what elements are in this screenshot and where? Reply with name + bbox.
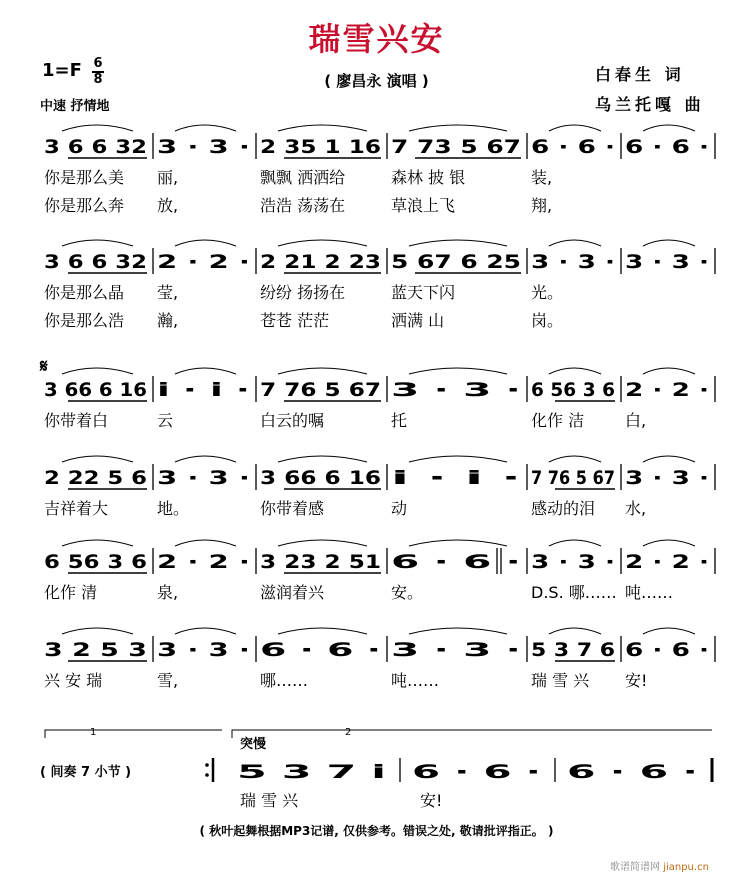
lyric-text: 雪, [157,671,179,690]
volta-1-number: 1 [90,727,97,738]
measure-notes: 3 · 3 · [531,551,615,573]
lyric-text: 洒满 山 [391,311,445,330]
tempo-marking: 中速 抒情地 [40,99,110,114]
volta-2-bracket [232,730,712,738]
lyric-text: 浩浩 荡荡在 [260,196,346,215]
measure-notes: 2 · 2 · [625,551,709,573]
tie-slur [175,368,236,374]
tie-slur [175,125,236,131]
lyric-text: 动 [391,499,408,518]
measure-notes: 3 6 6 32 [44,251,147,273]
measure-notes: 3 · 3 · [531,251,615,273]
measure-notes: 3 · 3 · [391,379,521,401]
tie-slur [62,628,133,634]
lyric-text: 白云的嘱 [260,411,325,430]
tie-slur [409,368,507,374]
measure-notes: 2 · 2 · [625,379,709,401]
tie-slur [278,628,367,634]
measure-notes: 3 66 6 16 [260,467,381,489]
lyric-text: 吨…… [625,583,674,602]
composer-credit: 乌兰托嘎 曲 [595,95,705,114]
tie-slur [409,456,507,462]
lyric-text: 莹, [157,283,179,302]
lyric-text: 翔, [531,196,553,215]
measure-notes: 6 · 6 · [260,639,381,661]
lyric-text: 你带着白 [44,411,109,430]
interlude-label: ( 间奏 7 小节 ) [40,765,132,780]
tie-slur [278,540,367,546]
segno-sign: 𝄋 [40,356,48,377]
measure-notes: 3 · 3 · [157,639,250,661]
tie-slur [62,125,133,131]
ending-lyric: 安! [420,791,443,810]
measure-notes: 3 23 2 51 [260,551,381,573]
measure-notes: 2 22 5 6 [44,467,147,489]
measure-notes: 3 2 5 3 [44,639,147,661]
lyric-text: 泉, [157,583,179,602]
repeat-dot [205,773,209,777]
tie-slur [549,456,601,462]
lyric-text: 你是那么奔 [44,196,125,215]
measure-notes: 3 · 3 · [391,639,521,661]
ending-measure-notes: 5 3 7 i [237,761,386,783]
tie-slur [278,368,367,374]
measure-notes: 2 21 2 23 [260,251,381,273]
measure-notes: 6 · 6 · [391,551,521,573]
measure-notes: 3 · 3 · [625,251,709,273]
lyric-text: 吉祥着大 [44,499,109,518]
measure-notes: 2 · 2 · [157,551,250,573]
tie-slur [643,240,695,246]
tie-slur [175,628,236,634]
lyricist-credit: 白春生 词 [595,65,685,84]
measure-notes: 5 3 7 6 [531,639,615,661]
watermark-en: jianpu.cn [663,862,709,873]
lyric-text: 水, [625,499,647,518]
tie-slur [549,125,601,131]
lyric-text: 地。 [157,499,190,518]
tie-slur [62,456,133,462]
tie-slur [643,368,695,374]
lyric-text: 你带着感 [260,499,325,518]
tie-slur [549,540,601,546]
measure-notes: 6 · 6 · [531,136,615,158]
lyric-text: 森林 披 银 [391,168,466,187]
lyric-text: 哪…… [260,671,309,690]
measure-notes: 6 56 3 6 [531,379,615,401]
lyric-text: 装, [531,168,553,187]
lyric-text: 飘飘 洒洒给 [260,168,346,187]
tie-slur [278,240,367,246]
measure-notes: 7 76 5 67 [531,467,615,489]
tie-slur [62,540,133,546]
key-signature: 1=F [42,60,82,81]
measure-notes: 6 · 6 · [625,639,709,661]
volta-2-number: 2 [345,727,352,738]
tie-slur [549,240,601,246]
tie-slur [643,456,695,462]
tie-slur [549,368,601,374]
measure-notes: 7 76 5 67 [260,379,381,401]
measure-notes: 3 · 3 · [157,467,250,489]
tie-slur [175,240,236,246]
measure-notes: 7 73 5 67 [391,136,521,158]
lyric-text: 丽, [157,168,179,187]
lyric-text: 瑞 雪 兴 [531,671,590,690]
lyric-text: 化作 清 [44,583,98,602]
lyric-text: 安! [625,671,648,690]
tie-slur [409,540,507,546]
meter-top: 6 [93,56,103,71]
measure-notes: i · i · [391,467,521,489]
lyric-text: 你是那么浩 [44,311,125,330]
measure-notes: 2 35 1 16 [260,136,381,158]
tie-slur [278,456,367,462]
tie-slur [409,628,507,634]
measure-notes: 6 56 3 6 [44,551,147,573]
lyric-text: 兴 安 瑞 [44,671,103,690]
lyric-text: 瀚, [157,311,179,330]
measure-notes: 3 66 6 16 [44,379,147,401]
lyric-text: 岗。 [531,311,564,330]
watermark [610,858,709,873]
lyric-text: 你是那么美 [44,168,125,187]
lyric-text: 安。 [391,583,424,602]
lyric-text: 放, [157,196,179,215]
footnote: ( 秋叶起舞根据MP3记谱, 仅供参考。错误之处, 敬请批评指正。 ) [199,824,554,838]
lyric-text: 纷纷 扬扬在 [260,283,346,302]
lyric-text: 托 [391,411,408,430]
lyric-text: 苍苍 茫茫 [260,311,330,330]
ending-lyric: 瑞 雪 兴 [240,791,299,810]
lyric-text: 感动的泪 [531,499,596,518]
measure-notes: 3 · 3 · [157,136,250,158]
lyric-text: 滋润着兴 [260,583,325,602]
singer-credit: ( 廖昌永 演唱 ) [324,72,429,90]
tie-slur [409,240,507,246]
meter-bottom: 8 [93,71,103,87]
song-title: 瑞雪兴安 [308,20,445,58]
volta-1-bracket [45,730,222,738]
lyric-text: 光。 [531,283,564,302]
tie-slur [643,628,695,634]
lyric-text: D.S. 哪…… [531,583,617,602]
measure-notes: i · i · [157,379,250,401]
tie-slur [175,456,236,462]
tie-slur [278,125,367,131]
tie-slur [175,540,236,546]
measure-notes: 3 · 3 · [625,467,709,489]
tempo-change-label: 突慢 [240,737,267,752]
tie-slur [62,368,133,374]
lyric-text: 化作 洁 [531,411,585,430]
lyric-text: 蓝天下闪 [391,283,456,302]
ending-measure-notes: 6 · 6 · [412,761,541,783]
repeat-dot [205,763,209,767]
lyric-text: 吨…… [391,671,440,690]
lyric-text: 云 [157,411,174,430]
lyric-text: 草浪上飞 [391,196,456,215]
tie-slur [643,540,695,546]
tie-slur [409,125,507,131]
ending-measure-notes: 6 · 6 · [567,761,698,783]
tie-slur [643,125,695,131]
measure-notes: 6 · 6 · [625,136,709,158]
tie-slur [549,628,601,634]
tie-slur [62,240,133,246]
lyric-text: 你是那么晶 [44,283,125,302]
measure-notes: 2 · 2 · [157,251,250,273]
watermark-cn: 歌谱简谱网 [610,862,660,873]
lyric-text: 白, [625,411,647,430]
measure-notes: 3 6 6 32 [44,136,147,158]
measure-notes: 5 67 6 25 [391,251,521,273]
